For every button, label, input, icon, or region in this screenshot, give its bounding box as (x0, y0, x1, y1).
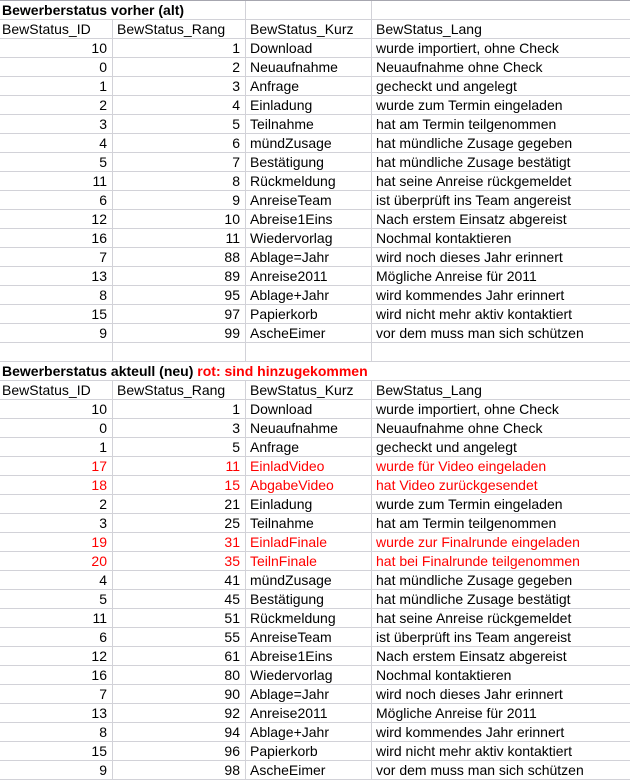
table-row (0, 590, 630, 609)
cell-id[interactable]: 7 (0, 248, 113, 267)
table-row (0, 153, 630, 172)
cell-rang[interactable]: 15 (113, 476, 246, 495)
cell-kurz[interactable]: Neuaufnahme (246, 58, 372, 77)
cell-lang[interactable]: wird nicht mehr aktiv kontaktiert (372, 742, 630, 761)
cell-lang[interactable]: wird kommendes Jahr erinnert (372, 286, 630, 305)
cell-rang[interactable]: 99 (113, 324, 246, 343)
cell-kurz[interactable]: Ablage+Jahr (246, 723, 372, 742)
cell-id[interactable]: 16 (0, 666, 113, 685)
table-row (0, 476, 630, 495)
cell-rang[interactable]: 94 (113, 723, 246, 742)
cell-rang[interactable]: 8 (113, 172, 246, 191)
cell-rang[interactable]: 1 (113, 400, 246, 419)
empty-cell[interactable] (246, 1, 372, 20)
table-row (0, 210, 630, 229)
cell-rang[interactable]: 96 (113, 742, 246, 761)
cell-rang[interactable]: 6 (113, 134, 246, 153)
cell-rang[interactable]: 1 (113, 39, 246, 58)
empty-cell[interactable] (0, 343, 113, 362)
cell-id[interactable]: 1 (0, 77, 113, 96)
cell-lang[interactable]: wurde zum Termin eingeladen (372, 96, 630, 115)
cell-rang[interactable]: 3 (113, 419, 246, 438)
section-old (0, 1, 630, 343)
cell-rang[interactable]: 5 (113, 115, 246, 134)
cell-rang[interactable]: 98 (113, 761, 246, 780)
cell-kurz[interactable]: EinladFinale (246, 533, 372, 552)
cell-rang[interactable]: 92 (113, 704, 246, 723)
cell-lang[interactable]: hat mündliche Zusage gegeben (372, 134, 630, 153)
cell-kurz[interactable]: Einladung (246, 495, 372, 514)
cell-kurz[interactable]: TeilnFinale (246, 552, 372, 571)
cell-kurz[interactable]: Download (246, 39, 372, 58)
header-bewstatus-rang[interactable]: BewStatus_Rang (113, 20, 246, 39)
table-row (0, 533, 630, 552)
cell-id[interactable]: 0 (0, 58, 113, 77)
table-row (0, 305, 630, 324)
table-row (0, 514, 630, 533)
section-title-row-new (0, 362, 630, 381)
table-row (0, 115, 630, 134)
table-row (0, 571, 630, 590)
cell-lang[interactable]: wird noch dieses Jahr erinnert (372, 248, 630, 267)
section-title-row-old (0, 1, 630, 20)
cell-kurz[interactable]: Anfrage (246, 438, 372, 457)
cell-rang[interactable]: 25 (113, 514, 246, 533)
table-row (0, 39, 630, 58)
cell-rang[interactable]: 2 (113, 58, 246, 77)
cell-lang[interactable]: Neuaufnahme ohne Check (372, 58, 630, 77)
cell-id[interactable]: 18 (0, 476, 113, 495)
cell-id[interactable]: 6 (0, 628, 113, 647)
cell-rang[interactable]: 11 (113, 229, 246, 248)
cell-kurz[interactable]: Abreise1Eins (246, 210, 372, 229)
cell-lang[interactable]: wurde zur Finalrunde eingeladen (372, 533, 630, 552)
header-row (0, 381, 630, 400)
cell-lang[interactable]: wurde zum Termin eingeladen (372, 495, 630, 514)
table-row (0, 77, 630, 96)
cell-kurz[interactable]: Bestätigung (246, 153, 372, 172)
cell-rang[interactable]: 35 (113, 552, 246, 571)
cell-lang[interactable]: Nochmal kontaktieren (372, 229, 630, 248)
table-row (0, 628, 630, 647)
table-row (0, 96, 630, 115)
cell-rang[interactable]: 97 (113, 305, 246, 324)
section-title-cell[interactable] (0, 1, 246, 20)
cell-rang[interactable]: 89 (113, 267, 246, 286)
table-row (0, 172, 630, 191)
cell-rang[interactable]: 95 (113, 286, 246, 305)
section-new (0, 362, 630, 780)
cell-lang[interactable]: gecheckt und angelegt (372, 438, 630, 457)
cell-rang[interactable]: 9 (113, 191, 246, 210)
header-bewstatus-kurz[interactable]: BewStatus_Kurz (246, 381, 372, 400)
cell-rang[interactable]: 4 (113, 96, 246, 115)
header-bewstatus-lang[interactable]: BewStatus_Lang (372, 381, 630, 400)
table-row (0, 704, 630, 723)
cell-lang[interactable]: hat seine Anreise rückgemeldet (372, 609, 630, 628)
table-row (0, 229, 630, 248)
cell-id[interactable]: 13 (0, 704, 113, 723)
cell-rang[interactable]: 88 (113, 248, 246, 267)
cell-id[interactable]: 3 (0, 514, 113, 533)
cell-id[interactable]: 10 (0, 400, 113, 419)
header-bewstatus-lang[interactable]: BewStatus_Lang (372, 20, 630, 39)
cell-lang[interactable]: ist überprüft ins Team angereist (372, 628, 630, 647)
table-row (0, 438, 630, 457)
header-bewstatus-kurz[interactable]: BewStatus_Kurz (246, 20, 372, 39)
empty-cell[interactable] (113, 343, 246, 362)
header-bewstatus-id[interactable]: BewStatus_ID (0, 381, 113, 400)
cell-id[interactable]: 11 (0, 172, 113, 191)
cell-lang[interactable]: hat mündliche Zusage gegeben (372, 571, 630, 590)
cell-rang[interactable]: 31 (113, 533, 246, 552)
table-row (0, 267, 630, 286)
cell-kurz[interactable]: Anfrage (246, 77, 372, 96)
empty-cell[interactable] (372, 343, 630, 362)
cell-lang[interactable]: Neuaufnahme ohne Check (372, 419, 630, 438)
table-row (0, 647, 630, 666)
cell-id[interactable]: 9 (0, 761, 113, 780)
cell-id[interactable]: 4 (0, 134, 113, 153)
cell-kurz[interactable]: AscheEimer (246, 324, 372, 343)
cell-lang[interactable]: hat Video zurückgesendet (372, 476, 630, 495)
cell-id[interactable]: 15 (0, 305, 113, 324)
cell-lang[interactable]: wurde importiert, ohne Check (372, 39, 630, 58)
cell-kurz[interactable]: mündZusage (246, 571, 372, 590)
cell-rang[interactable]: 3 (113, 77, 246, 96)
cell-lang[interactable]: Nochmal kontaktieren (372, 666, 630, 685)
header-row (0, 20, 630, 39)
cell-id[interactable]: 12 (0, 210, 113, 229)
cell-lang[interactable]: hat mündliche Zusage bestätigt (372, 153, 630, 172)
cell-id[interactable]: 8 (0, 723, 113, 742)
section-title: Bewerberstatus vorher (alt) (2, 2, 185, 18)
cell-rang[interactable]: 61 (113, 647, 246, 666)
table-row (0, 400, 630, 419)
cell-id[interactable]: 5 (0, 153, 113, 172)
empty-cell[interactable] (372, 1, 630, 20)
header-bewstatus-rang[interactable]: BewStatus_Rang (113, 381, 246, 400)
cell-lang[interactable]: hat bei Finalrunde teilgenommen (372, 552, 630, 571)
cell-lang[interactable]: wurde importiert, ohne Check (372, 400, 630, 419)
cell-kurz[interactable]: Download (246, 400, 372, 419)
cell-rang[interactable]: 55 (113, 628, 246, 647)
cell-lang[interactable]: gecheckt und angelegt (372, 77, 630, 96)
cell-lang[interactable]: wird kommendes Jahr erinnert (372, 723, 630, 742)
table-row (0, 286, 630, 305)
cell-id[interactable]: 20 (0, 552, 113, 571)
cell-id[interactable]: 0 (0, 419, 113, 438)
spacer-row (0, 343, 630, 362)
cell-lang[interactable]: vor dem muss man sich schützen (372, 324, 630, 343)
table-row (0, 191, 630, 210)
cell-rang[interactable]: 45 (113, 590, 246, 609)
cell-kurz[interactable]: Wiedervorlag (246, 666, 372, 685)
cell-lang[interactable]: Nach erstem Einsatz abgereist (372, 210, 630, 229)
table-row (0, 248, 630, 267)
section-title: Bewerberstatus akteull (neu) (2, 363, 194, 379)
cell-kurz[interactable]: EinladVideo (246, 457, 372, 476)
cell-rang[interactable]: 5 (113, 438, 246, 457)
cell-kurz[interactable]: Anreise2011 (246, 704, 372, 723)
cell-kurz[interactable]: Neuaufnahme (246, 419, 372, 438)
empty-cell[interactable] (246, 343, 372, 362)
cell-rang[interactable]: 21 (113, 495, 246, 514)
cell-kurz[interactable]: Ablage=Jahr (246, 685, 372, 704)
cell-id[interactable]: 2 (0, 495, 113, 514)
table-row (0, 723, 630, 742)
cell-lang[interactable]: hat mündliche Zusage bestätigt (372, 590, 630, 609)
cell-lang[interactable]: Nach erstem Einsatz abgereist (372, 647, 630, 666)
cell-lang[interactable]: Mögliche Anreise für 2011 (372, 267, 630, 286)
table-row (0, 742, 630, 761)
cell-id[interactable]: 4 (0, 571, 113, 590)
table-body-new (0, 400, 630, 780)
cell-lang[interactable]: wurde für Video eingeladen (372, 457, 630, 476)
cell-lang[interactable]: ist überprüft ins Team angereist (372, 191, 630, 210)
cell-kurz[interactable]: Anreise2011 (246, 267, 372, 286)
cell-kurz[interactable]: Rückmeldung (246, 172, 372, 191)
cell-kurz[interactable]: AnreiseTeam (246, 191, 372, 210)
cell-rang[interactable]: 7 (113, 153, 246, 172)
table-row (0, 134, 630, 153)
table-row (0, 419, 630, 438)
cell-id[interactable]: 17 (0, 457, 113, 476)
table-row (0, 685, 630, 704)
cell-kurz[interactable]: Wiedervorlag (246, 229, 372, 248)
table-row (0, 58, 630, 77)
cell-kurz[interactable]: Bestätigung (246, 590, 372, 609)
table-row (0, 495, 630, 514)
cell-kurz[interactable]: Papierkorb (246, 742, 372, 761)
cell-lang[interactable]: wird nicht mehr aktiv kontaktiert (372, 305, 630, 324)
cell-kurz[interactable]: Ablage=Jahr (246, 248, 372, 267)
table-body-old (0, 39, 630, 343)
cell-kurz[interactable]: Ablage+Jahr (246, 286, 372, 305)
section-title-note: rot: sind hinzugekommen (197, 363, 368, 379)
cell-id[interactable]: 12 (0, 647, 113, 666)
cell-kurz[interactable]: Einladung (246, 96, 372, 115)
cell-kurz[interactable]: AscheEimer (246, 761, 372, 780)
cell-lang[interactable]: vor dem muss man sich schützen (372, 761, 630, 780)
cell-kurz[interactable]: Abreise1Eins (246, 647, 372, 666)
table-row (0, 324, 630, 343)
cell-lang[interactable]: hat seine Anreise rückgemeldet (372, 172, 630, 191)
table-row (0, 457, 630, 476)
cell-id[interactable]: 8 (0, 286, 113, 305)
cell-id[interactable]: 15 (0, 742, 113, 761)
cell-kurz[interactable]: AnreiseTeam (246, 628, 372, 647)
cell-id[interactable]: 1 (0, 438, 113, 457)
cell-id[interactable]: 7 (0, 685, 113, 704)
cell-id[interactable]: 2 (0, 96, 113, 115)
cell-kurz[interactable]: Teilnahme (246, 115, 372, 134)
cell-id[interactable]: 5 (0, 590, 113, 609)
cell-rang[interactable]: 90 (113, 685, 246, 704)
cell-id[interactable]: 3 (0, 115, 113, 134)
cell-id[interactable]: 10 (0, 39, 113, 58)
cell-id[interactable]: 6 (0, 191, 113, 210)
cell-kurz[interactable]: Papierkorb (246, 305, 372, 324)
cell-lang[interactable]: hat am Termin teilgenommen (372, 514, 630, 533)
table-row (0, 666, 630, 685)
table-row (0, 609, 630, 628)
cell-rang[interactable]: 11 (113, 457, 246, 476)
cell-id[interactable]: 9 (0, 324, 113, 343)
cell-rang[interactable]: 80 (113, 666, 246, 685)
section-title-cell[interactable] (0, 362, 630, 381)
table-row (0, 552, 630, 571)
cell-kurz[interactable]: Rückmeldung (246, 609, 372, 628)
cell-kurz[interactable]: AbgabeVideo (246, 476, 372, 495)
cell-rang[interactable]: 10 (113, 210, 246, 229)
cell-lang[interactable]: hat am Termin teilgenommen (372, 115, 630, 134)
cell-kurz[interactable]: mündZusage (246, 134, 372, 153)
cell-lang[interactable]: wird noch dieses Jahr erinnert (372, 685, 630, 704)
table-row (0, 761, 630, 780)
cell-id[interactable]: 16 (0, 229, 113, 248)
cell-lang[interactable]: Mögliche Anreise für 2011 (372, 704, 630, 723)
cell-rang[interactable]: 41 (113, 571, 246, 590)
cell-rang[interactable]: 51 (113, 609, 246, 628)
cell-id[interactable]: 19 (0, 533, 113, 552)
cell-id[interactable]: 11 (0, 609, 113, 628)
cell-id[interactable]: 13 (0, 267, 113, 286)
header-bewstatus-id[interactable]: BewStatus_ID (0, 20, 113, 39)
cell-kurz[interactable]: Teilnahme (246, 514, 372, 533)
